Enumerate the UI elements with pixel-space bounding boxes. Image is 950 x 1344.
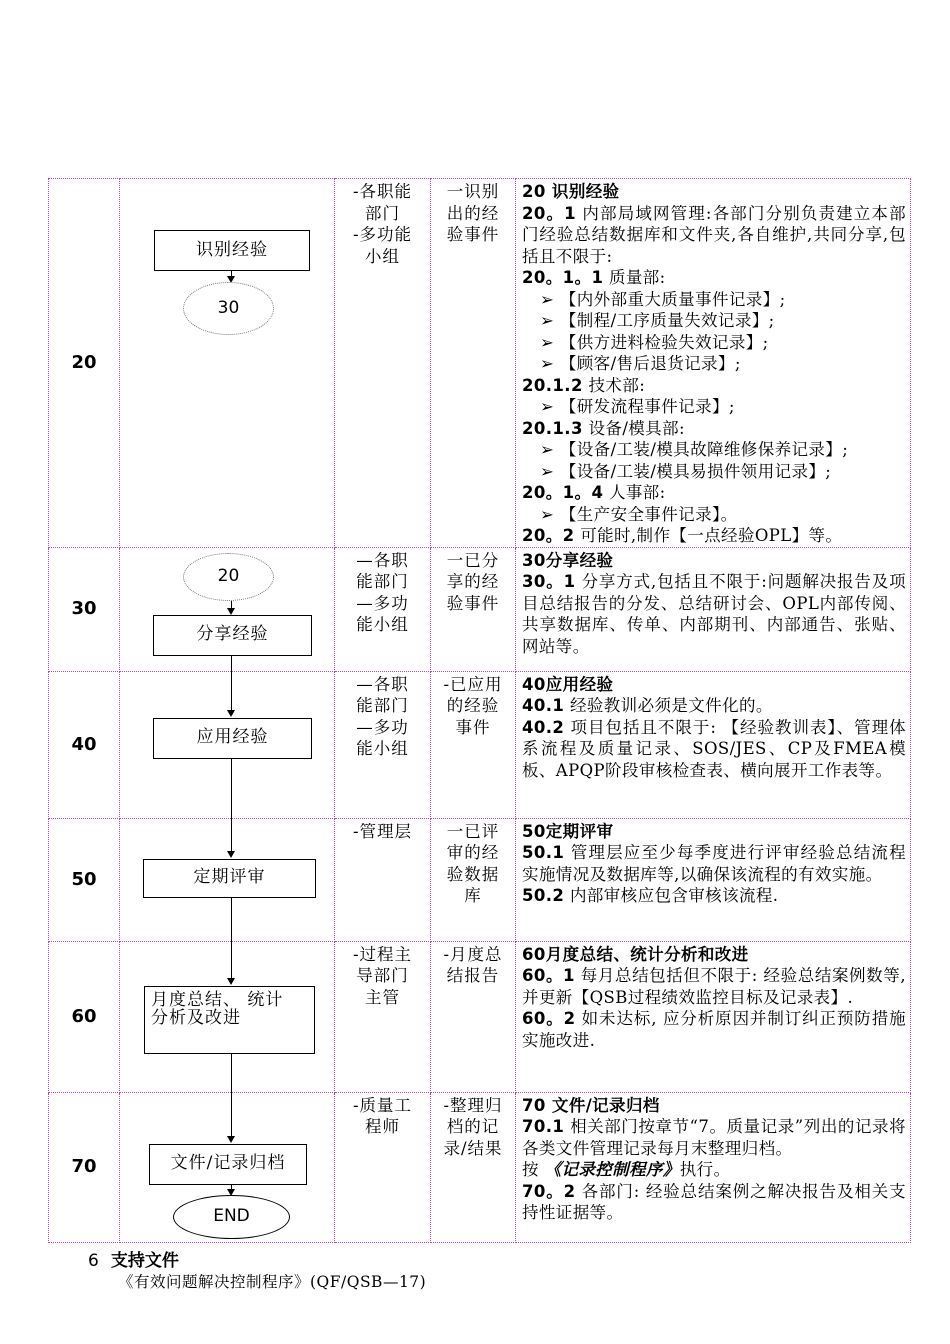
- section-heading: 40应用经验: [522, 674, 614, 694]
- responsible-cell: -质量工 程师: [335, 1092, 431, 1242]
- output-cell: 一已评 审的经 验数据 库: [431, 818, 516, 941]
- output-cell: -月度总 结报告: [431, 941, 516, 1092]
- step-number: 30: [49, 547, 120, 671]
- step-number: 50: [49, 818, 120, 941]
- output-cell: 一已分 享的经 验事件: [431, 547, 516, 671]
- output-cell: -整理归 档的记 录/结果: [431, 1092, 516, 1242]
- section-number: 6: [88, 1251, 99, 1271]
- table-row: [49, 671, 911, 818]
- flow-box-monthly-summary: 月度总结、 统计 分析及改进: [144, 986, 315, 1054]
- flow-box-share: 分享经验: [153, 615, 312, 656]
- description-cell: 70 文件/记录归档 70.1 相关部门按章节“7。质量记录”列出的记录将各类文件管理记录每月末整理归档。 按 《记录控制程序》执行。 70。2 各部门: 经验总结案例之解决报告及相关支持性证据等。: [516, 1092, 911, 1242]
- support-doc-reference: 《有效问题解决控制程序》(QF/QSB—17): [118, 1273, 427, 1291]
- section-heading: 50定期评审: [522, 821, 614, 841]
- flow-cell: [120, 179, 335, 548]
- flow-box-apply: 应用经验: [153, 718, 312, 759]
- output-cell: 一识别 出的经 验事件: [431, 179, 516, 548]
- section-heading: 30分享经验: [522, 550, 614, 570]
- section-heading: 60月度总结、统计分析和改进: [522, 944, 749, 964]
- step-number: 70: [49, 1092, 120, 1242]
- output-cell: -已应用 的经验 事件: [431, 671, 516, 818]
- flow-box-review: 定期评审: [143, 859, 316, 898]
- table-row: [49, 818, 911, 941]
- responsible-cell: -过程主 导部门 主管: [335, 941, 431, 1092]
- flow-cell: [120, 818, 335, 941]
- description-cell: 60月度总结、统计分析和改进 60。1 每月总结包括但不限于: 经验总结案例数等, 并更新【QSB过程绩效监控目标及记录表】. 60。2 如未达标, 应分析原因并制订纠正预防措施实施改进.: [516, 941, 911, 1092]
- support-docs-heading: [88, 1246, 179, 1271]
- table-row: [49, 1092, 911, 1242]
- procedure-table: [48, 178, 911, 1243]
- flow-cell: [120, 671, 335, 818]
- responsible-cell: -各职能 部门 -多功能 小组: [335, 179, 431, 548]
- table-row: [49, 179, 911, 548]
- flow-box-archive: 文件/记录归档: [149, 1144, 307, 1185]
- flow-connector-oval: 20: [183, 553, 274, 601]
- table-row: [49, 941, 911, 1092]
- flow-cell: [120, 547, 335, 671]
- section-heading: 20 识别经验: [522, 182, 620, 201]
- flow-cell: [120, 1092, 335, 1242]
- responsible-cell: —各职 能部门 —多功 能小组: [335, 547, 431, 671]
- section-title: 支持文件: [110, 1251, 179, 1271]
- responsible-cell: -管理层: [335, 818, 431, 941]
- step-number: 60: [49, 941, 120, 1092]
- flow-box-identify: 识别经验: [154, 230, 310, 271]
- section-heading: 70 文件/记录归档: [522, 1095, 660, 1115]
- step-number: 40: [49, 671, 120, 818]
- table-row: [49, 547, 911, 671]
- flow-cell: [120, 941, 335, 1092]
- responsible-cell: —各职 能部门 —多功 能小组: [335, 671, 431, 818]
- flow-end-terminator: END: [173, 1195, 290, 1239]
- description-cell: 30分享经验 30。1 分享方式,包括且不限于:问题解决报告及项目总结报告的分发、总结研讨会、OPL内部传阅、共享数据库、传单、内部期刊、内部通告、张贴、网站等。: [516, 547, 911, 671]
- step-number: 20: [49, 179, 120, 548]
- flow-connector-oval: 30: [183, 282, 274, 335]
- description-cell: 50定期评审 50.1 管理层应至少每季度进行评审经验总结流程实施情况及数据库等,以确保该流程的有效实施。 50.2 内部审核应包含审核该流程.: [516, 818, 911, 941]
- description-cell: 40应用经验 40.1 经验教训必须是文件化的。 40.2 项目包括且不限于: 【经验教训表】、管理体系流程及质量记录、SOS/JES、CP及FMEA模板、APQP阶段审核检查表、横向展开工作表等。: [516, 671, 911, 818]
- description-cell: 20 识别经验 20。1 内部局域网管理:各部门分别负责建立本部门经验总结数据库和文件夹,各自维护,共同分享,包括且不限于: 20。1。1 质量部: ➢ 【内外部重大质量事件记录】; ➢ 【制程/工序质量失效记录】; ➢ 【供方进料检验失效记录】; ➢ 【顾客/售后退货记录】; 20.1.2 技术部: ➢ 【研发流程事件记录】; 20.1.3 设备/模具部: ➢ 【设备/工装/模具故障维修保养记录】; ➢ 【设备/工装/模具易损件领用记录】; 20。1。4 人事部: ➢ 【生产安全事件记录】。 20。2 可能时,制作【一点经验OPL】等。: [516, 179, 911, 548]
